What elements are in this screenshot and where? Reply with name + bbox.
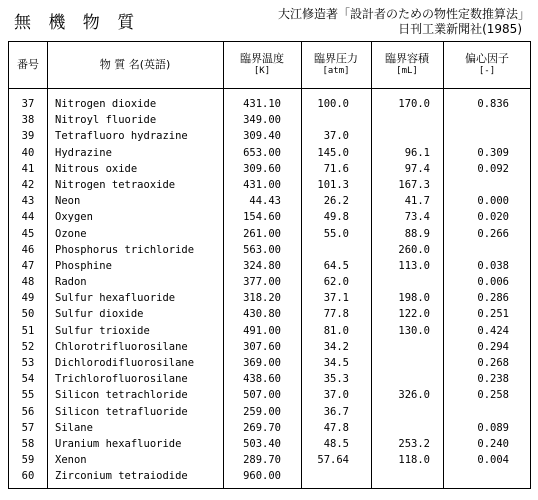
source-line-1: 大江修造著「設計者のための物性定数推算法」 bbox=[277, 7, 530, 21]
header-omega-label: 偏心因子 bbox=[465, 52, 509, 65]
cell-critical-pressure: 34.5 bbox=[323, 357, 349, 369]
cell-critical-volume: 73.4 bbox=[404, 211, 430, 224]
cell-critical-temperature: 289.70 bbox=[243, 454, 281, 467]
cell-acentric-factor: 0.038 bbox=[477, 259, 509, 272]
cell-critical-pressure: 57.64 bbox=[317, 454, 349, 467]
cell-substance-name: Uranium hexafluoride bbox=[55, 437, 182, 450]
cell-critical-volume: 326.0 bbox=[398, 389, 430, 402]
cell-critical-volume: 96.1 bbox=[404, 146, 430, 159]
cell-critical-temperature: 369.00 bbox=[243, 357, 281, 369]
cell-substance-name: Silicon tetrachloride bbox=[55, 389, 188, 402]
cell-critical-temperature: 309.40 bbox=[243, 130, 281, 143]
cell-critical-pressure: 145.0 bbox=[317, 146, 349, 159]
cell-critical-pressure: 37.0 bbox=[323, 130, 349, 143]
cell-number: 38 bbox=[21, 114, 35, 127]
cell-critical-temperature: 349.00 bbox=[243, 114, 281, 127]
header-no-label: 番号 bbox=[17, 58, 39, 71]
table-body bbox=[9, 96, 530, 485]
cell-number: 37 bbox=[21, 98, 35, 110]
cell-acentric-factor: 0.006 bbox=[477, 276, 509, 289]
header-tc-label: 臨界温度 bbox=[240, 52, 284, 65]
cell-critical-pressure: 48.5 bbox=[323, 437, 349, 450]
cell-number: 58 bbox=[21, 437, 35, 450]
header-name bbox=[47, 42, 223, 88]
cell-substance-name: Nitrogen dioxide bbox=[55, 98, 157, 110]
cell-substance-name: Neon bbox=[55, 195, 81, 208]
table-row bbox=[9, 339, 530, 355]
cell-critical-volume: 170.0 bbox=[398, 98, 430, 110]
cell-substance-name: Tetrafluoro hydrazine bbox=[55, 130, 188, 143]
cell-substance-name: Nitroyl fluoride bbox=[55, 114, 157, 127]
header-omega bbox=[443, 42, 531, 88]
cell-substance-name: Silicon tetrafluoride bbox=[55, 405, 188, 418]
cell-acentric-factor: 0.092 bbox=[477, 162, 509, 175]
property-table bbox=[8, 41, 531, 489]
cell-number: 40 bbox=[21, 146, 35, 159]
cell-critical-pressure: 81.0 bbox=[323, 324, 349, 337]
header-vc-label: 臨界容積 bbox=[385, 52, 429, 65]
cell-acentric-factor: 0.240 bbox=[477, 437, 509, 450]
table-row bbox=[9, 112, 530, 128]
cell-number: 59 bbox=[21, 454, 35, 467]
cell-critical-temperature: 507.00 bbox=[243, 389, 281, 402]
table-row bbox=[9, 226, 530, 242]
cell-critical-temperature: 261.00 bbox=[243, 227, 281, 240]
cell-substance-name: Oxygen bbox=[55, 211, 93, 224]
cell-critical-volume: 198.0 bbox=[398, 292, 430, 305]
cell-number: 47 bbox=[21, 259, 35, 272]
cell-critical-volume: 253.2 bbox=[398, 437, 430, 450]
cell-critical-temperature: 431.00 bbox=[243, 178, 281, 191]
cell-substance-name: Trichlorofluorosilane bbox=[55, 373, 188, 386]
cell-acentric-factor: 0.424 bbox=[477, 324, 509, 337]
cell-critical-temperature: 324.80 bbox=[243, 259, 281, 272]
cell-critical-temperature: 563.00 bbox=[243, 243, 281, 256]
cell-number: 60 bbox=[21, 470, 35, 483]
table-row bbox=[9, 306, 530, 322]
cell-acentric-factor: 0.268 bbox=[477, 357, 509, 369]
table-row bbox=[9, 161, 530, 177]
cell-substance-name: Sulfur dioxide bbox=[55, 308, 144, 321]
cell-critical-pressure: 34.2 bbox=[323, 340, 349, 353]
table-row bbox=[9, 274, 530, 290]
header-no bbox=[9, 42, 47, 88]
cell-critical-temperature: 154.60 bbox=[243, 211, 281, 224]
cell-critical-pressure: 71.6 bbox=[323, 162, 349, 175]
table-row bbox=[9, 436, 530, 452]
table-row bbox=[9, 371, 530, 387]
table-header bbox=[9, 42, 530, 89]
cell-critical-pressure: 49.8 bbox=[323, 211, 349, 224]
cell-acentric-factor: 0.020 bbox=[477, 211, 509, 224]
cell-critical-pressure: 37.0 bbox=[323, 389, 349, 402]
cell-substance-name: Silane bbox=[55, 421, 93, 434]
header-vc-unit: [mL] bbox=[396, 66, 418, 76]
cell-critical-temperature: 377.00 bbox=[243, 276, 281, 289]
header-pc bbox=[301, 42, 371, 88]
cell-substance-name: Hydrazine bbox=[55, 146, 112, 159]
cell-critical-volume: 122.0 bbox=[398, 308, 430, 321]
table-row bbox=[9, 452, 530, 468]
cell-critical-temperature: 653.00 bbox=[243, 146, 281, 159]
cell-substance-name: Phosphine bbox=[55, 259, 112, 272]
cell-acentric-factor: 0.004 bbox=[477, 454, 509, 467]
table-row bbox=[9, 209, 530, 225]
cell-substance-name: Ozone bbox=[55, 227, 87, 240]
cell-critical-volume: 88.9 bbox=[404, 227, 430, 240]
cell-number: 46 bbox=[21, 243, 35, 256]
cell-number: 41 bbox=[21, 162, 35, 175]
cell-critical-temperature: 44.43 bbox=[249, 195, 281, 208]
header-tc-unit: [K] bbox=[253, 66, 271, 76]
cell-number: 52 bbox=[21, 340, 35, 353]
cell-number: 49 bbox=[21, 292, 35, 305]
table-row bbox=[9, 177, 530, 193]
cell-critical-pressure: 55.0 bbox=[323, 227, 349, 240]
cell-substance-name: Zirconium tetraiodide bbox=[55, 470, 188, 483]
cell-substance-name: Sulfur trioxide bbox=[55, 324, 150, 337]
cell-critical-volume: 41.7 bbox=[404, 195, 430, 208]
cell-critical-volume: 97.4 bbox=[404, 162, 430, 175]
table-row bbox=[9, 145, 530, 161]
table-row bbox=[9, 290, 530, 306]
header-name-label: 物 質 名(英語) bbox=[99, 58, 171, 71]
cell-critical-temperature: 259.00 bbox=[243, 405, 281, 418]
cell-critical-pressure: 101.3 bbox=[317, 178, 349, 191]
header-vc bbox=[371, 42, 443, 88]
cell-critical-pressure: 77.8 bbox=[323, 308, 349, 321]
table-row bbox=[9, 323, 530, 339]
cell-substance-name: Phosphorus trichloride bbox=[55, 243, 195, 256]
table-row bbox=[9, 193, 530, 209]
cell-number: 39 bbox=[21, 130, 35, 143]
cell-critical-temperature: 430.80 bbox=[243, 308, 281, 321]
cell-acentric-factor: 0.836 bbox=[477, 98, 509, 110]
table-row bbox=[9, 355, 530, 371]
cell-number: 48 bbox=[21, 276, 35, 289]
cell-critical-volume: 113.0 bbox=[398, 259, 430, 272]
cell-critical-volume: 118.0 bbox=[398, 454, 430, 467]
cell-critical-temperature: 503.40 bbox=[243, 437, 281, 450]
cell-critical-pressure: 100.0 bbox=[317, 98, 349, 110]
cell-number: 42 bbox=[21, 178, 35, 191]
table-row bbox=[9, 468, 530, 484]
cell-number: 50 bbox=[21, 308, 35, 321]
cell-number: 45 bbox=[21, 227, 35, 240]
cell-critical-pressure: 26.2 bbox=[323, 195, 349, 208]
cell-critical-pressure: 37.1 bbox=[323, 292, 349, 305]
header-pc-unit: [atm] bbox=[322, 66, 350, 76]
cell-critical-temperature: 307.60 bbox=[243, 340, 281, 353]
cell-number: 56 bbox=[21, 405, 35, 418]
cell-number: 57 bbox=[21, 421, 35, 434]
cell-number: 54 bbox=[21, 373, 35, 386]
cell-acentric-factor: 0.294 bbox=[477, 340, 509, 353]
cell-acentric-factor: 0.251 bbox=[477, 308, 509, 321]
cell-critical-pressure: 35.3 bbox=[323, 373, 349, 386]
table-row bbox=[9, 128, 530, 144]
cell-critical-volume: 260.0 bbox=[398, 243, 430, 256]
cell-substance-name: Nitrogen tetraoxide bbox=[55, 178, 176, 191]
cell-critical-pressure: 36.7 bbox=[323, 405, 349, 418]
table-row bbox=[9, 387, 530, 403]
cell-substance-name: Chlorotrifluorosilane bbox=[55, 340, 188, 353]
cell-number: 51 bbox=[21, 324, 35, 337]
cell-acentric-factor: 0.286 bbox=[477, 292, 509, 305]
cell-acentric-factor: 0.309 bbox=[477, 146, 509, 159]
header-tc bbox=[223, 42, 301, 88]
cell-number: 44 bbox=[21, 211, 35, 224]
table-row bbox=[9, 96, 530, 112]
page-title: 無 機 物 質 bbox=[14, 13, 141, 33]
table-row bbox=[9, 404, 530, 420]
cell-critical-pressure: 64.5 bbox=[323, 259, 349, 272]
cell-critical-volume: 167.3 bbox=[398, 178, 430, 191]
cell-critical-volume: 130.0 bbox=[398, 324, 430, 337]
cell-critical-temperature: 309.60 bbox=[243, 162, 281, 175]
header-pc-label: 臨界圧力 bbox=[314, 52, 358, 65]
cell-acentric-factor: 0.089 bbox=[477, 421, 509, 434]
cell-critical-temperature: 318.20 bbox=[243, 292, 281, 305]
source-citation bbox=[278, 7, 530, 37]
cell-substance-name: Radon bbox=[55, 276, 87, 289]
header-omega-unit: [-] bbox=[478, 66, 496, 76]
cell-critical-temperature: 491.00 bbox=[243, 324, 281, 337]
cell-acentric-factor: 0.238 bbox=[477, 373, 509, 386]
cell-critical-temperature: 269.70 bbox=[243, 421, 281, 434]
cell-critical-pressure: 47.8 bbox=[323, 421, 349, 434]
cell-critical-temperature: 960.00 bbox=[243, 470, 281, 483]
cell-acentric-factor: 0.000 bbox=[477, 195, 509, 208]
cell-substance-name: Xenon bbox=[55, 454, 87, 467]
cell-critical-temperature: 438.60 bbox=[243, 373, 281, 386]
cell-number: 53 bbox=[21, 357, 35, 369]
table-row bbox=[9, 242, 530, 258]
source-line-2: 日刊工業新聞社(1985) bbox=[398, 22, 522, 36]
cell-substance-name: Sulfur hexafluoride bbox=[55, 292, 176, 305]
cell-substance-name: Nitrous oxide bbox=[55, 162, 138, 175]
cell-acentric-factor: 0.266 bbox=[477, 227, 509, 240]
cell-critical-temperature: 431.10 bbox=[243, 98, 281, 110]
cell-number: 55 bbox=[21, 389, 35, 402]
table-row bbox=[9, 258, 530, 274]
cell-substance-name: Dichlorodifluorosilane bbox=[55, 357, 195, 369]
table-row bbox=[9, 420, 530, 436]
cell-number: 43 bbox=[21, 195, 35, 208]
cell-acentric-factor: 0.258 bbox=[477, 389, 509, 402]
cell-critical-pressure: 62.0 bbox=[323, 276, 349, 289]
